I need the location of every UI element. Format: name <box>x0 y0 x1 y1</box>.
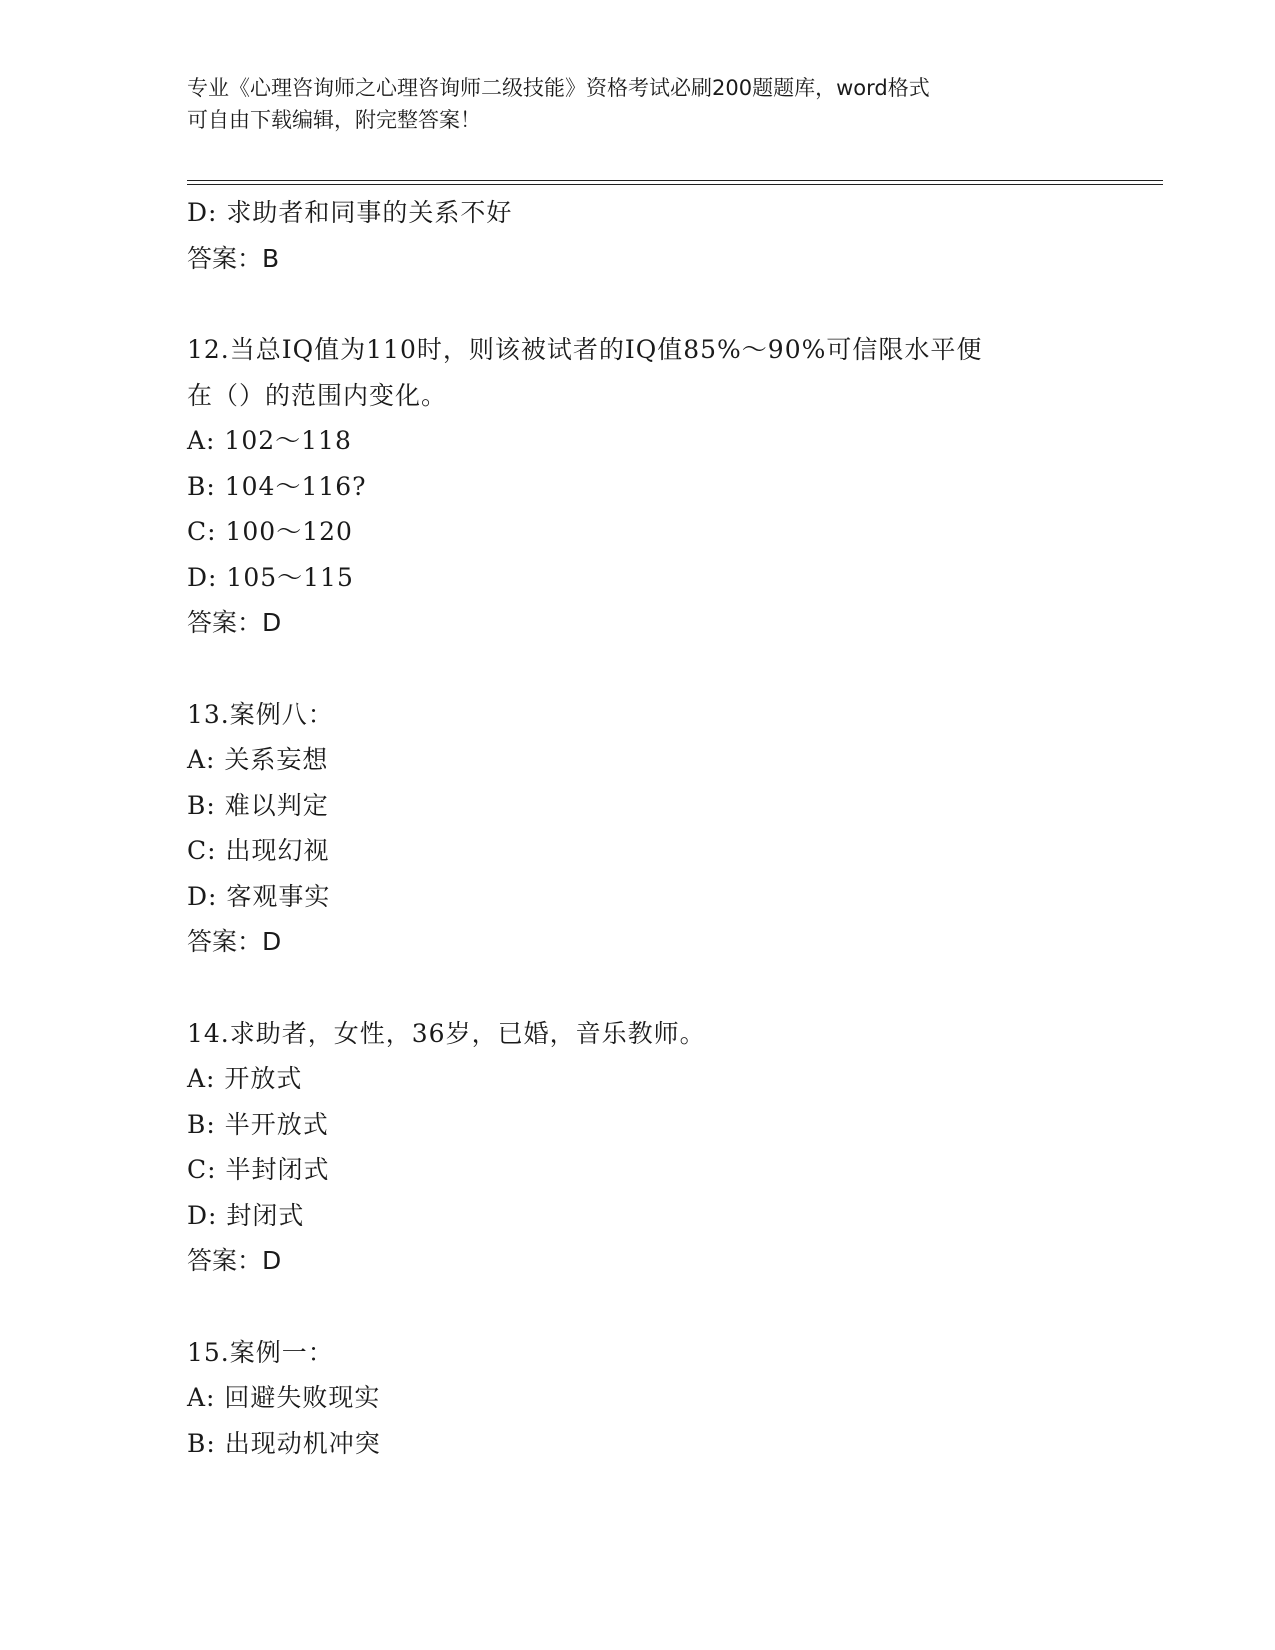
question-15 <box>187 1330 1147 1467</box>
spacer <box>187 281 1147 327</box>
question-list <box>187 190 1147 1466</box>
option-c: C: 半封闭式 <box>187 1155 330 1184</box>
option-b: B: 104～116? <box>187 471 367 501</box>
question-14 <box>187 1011 1147 1284</box>
spacer <box>187 965 1147 1011</box>
header-divider-top <box>187 180 1163 181</box>
question-stem: 12.当总IQ值为110时，则该被试者的IQ值85%～90%可信限水平便 <box>187 335 983 364</box>
header-divider-bottom <box>187 184 1163 185</box>
question-stem-continued: 在（）的范围内变化。 <box>187 380 448 410</box>
option-b: B: 半开放式 <box>187 1109 329 1139</box>
option-a: A: 关系妄想 <box>187 745 329 774</box>
answer-line: 答案：B <box>187 243 280 273</box>
answer-line: 答案：D <box>187 927 282 956</box>
option-a: A: 回避失败现实 <box>187 1383 381 1412</box>
option-c: C: 100～120 <box>187 517 353 546</box>
header-line-2: 可自由下载编辑，附完整答案！ <box>187 108 481 132</box>
question-13 <box>187 692 1147 965</box>
spacer <box>187 1284 1147 1330</box>
option-c: C: 出现幻视 <box>187 836 330 865</box>
document-header <box>187 72 1087 136</box>
option-d: D: 求助者和同事的关系不好 <box>187 198 513 227</box>
option-d: D: 客观事实 <box>187 881 331 911</box>
question-12 <box>187 327 1147 646</box>
answer-line: 答案：D <box>187 1246 282 1275</box>
previous-question-tail <box>187 190 1147 281</box>
spacer <box>187 646 1147 692</box>
option-a: A: 开放式 <box>187 1064 303 1093</box>
answer-line: 答案：D <box>187 608 282 637</box>
question-stem: 14.求助者，女性，36岁，已婚，音乐教师。 <box>187 1018 706 1048</box>
question-stem: 13.案例八： <box>187 699 334 729</box>
option-a: A: 102～118 <box>187 426 352 455</box>
question-stem: 15.案例一： <box>187 1337 334 1367</box>
option-b: B: 难以判定 <box>187 790 329 820</box>
header-line-1: 专业《心理咨询师之心理咨询师二级技能》资格考试必刷200题题库，word格式 <box>187 76 930 100</box>
option-b: B: 出现动机冲突 <box>187 1428 381 1458</box>
option-d: D: 封闭式 <box>187 1200 305 1230</box>
option-d: D: 105～115 <box>187 562 354 592</box>
